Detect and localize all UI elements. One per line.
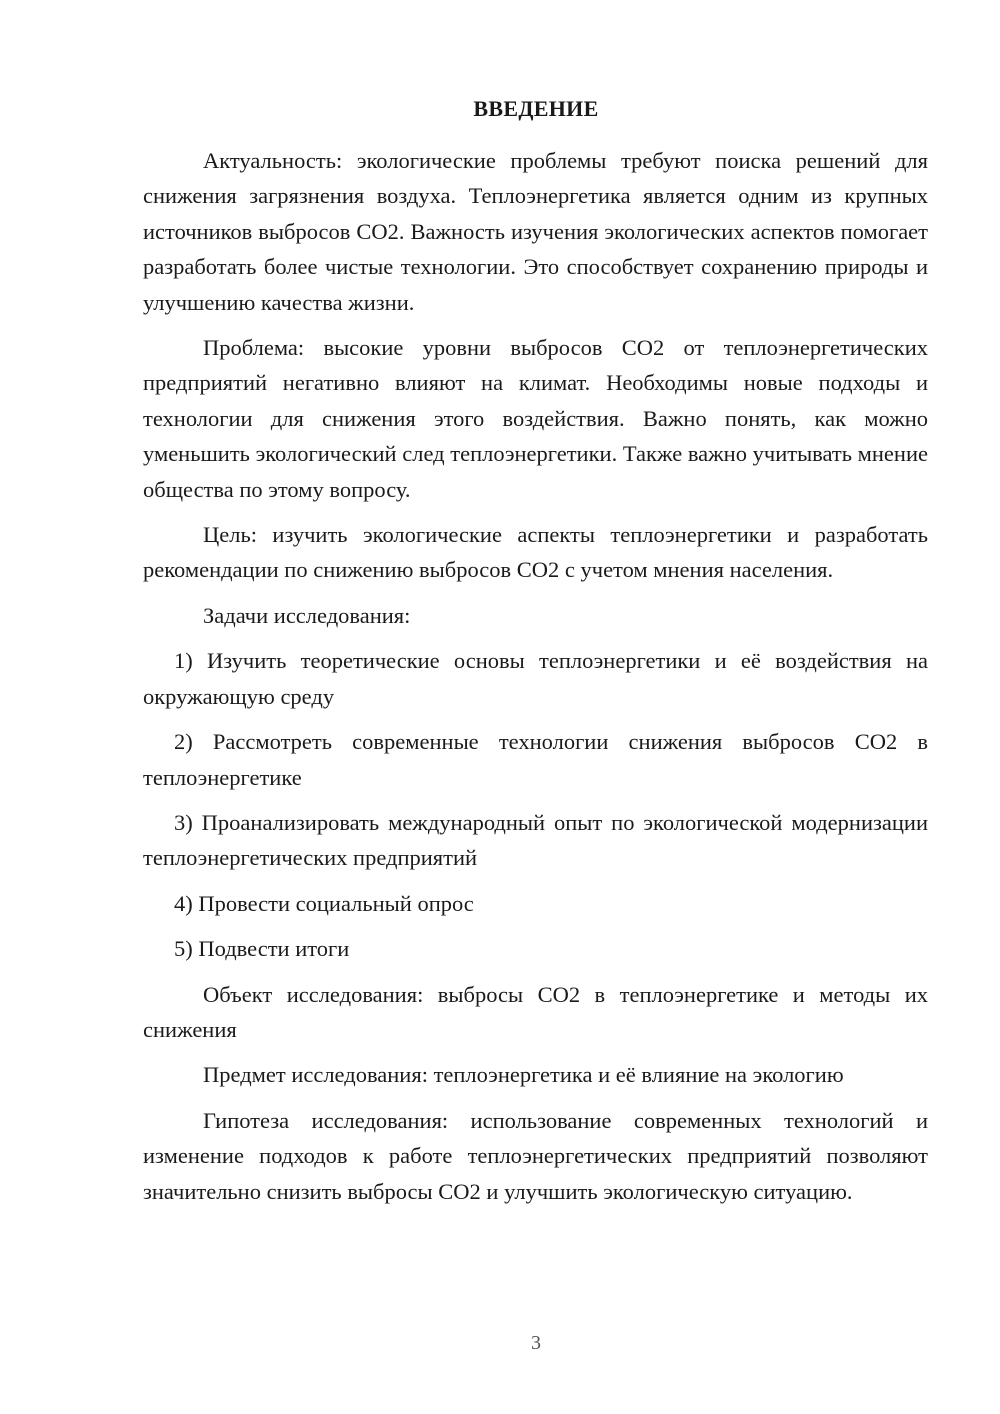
body-text: [143, 143, 928, 1219]
page-number: 3: [531, 1332, 541, 1354]
paragraph-problem: Проблема: высокие уровни выбросов CO2 от теплоэнергетических предприятий негативно влияют на климат. Необходимы новые подходы и технологии для снижения этого воздействия. Важно понять, как можно уменьшить экологический след теплоэнергетики. Также важно учитывать мнение общества по этому вопросу.: [143, 335, 928, 502]
paragraph-subject: Предмет исследования: теплоэнергетика и её влияние на экологию: [203, 1062, 844, 1088]
section-heading: ВВЕДЕНИЕ: [473, 96, 599, 121]
paragraph-goal: Цель: изучить экологические аспекты теплоэнергетики и разработать рекомендации по снижению выбросов CO2 с учетом мнения населения.: [143, 522, 928, 583]
task-item: 2) Рассмотреть современные технологии снижения выбросов CO2 в теплоэнергетике: [143, 729, 928, 790]
tasks-title: Задачи исследования:: [203, 602, 411, 628]
task-item: 4) Провести социальный опрос: [174, 890, 474, 916]
paragraph-hypothesis: Гипотеза исследования: использование современных технологий и изменение подходов к работе теплоэнергетических предприятий позволяют значительно снизить выбросы CO2 и улучшить экологическую ситуацию.: [143, 1107, 928, 1204]
paragraph-object: Объект исследования: выбросы CO2 в теплоэнергетике и методы их снижения: [143, 981, 928, 1042]
task-item: 1) Изучить теоретические основы теплоэнергетики и её воздействия на окружающую среду: [143, 648, 928, 709]
paragraph-relevance: Актуальность: экологические проблемы требуют поиска решений для снижения загрязнения воздуха. Теплоэнергетика является одним из крупных источников выбросов CO2. Важность изучения экологических аспектов помогает разработать более чистые технологии. Это способствует сохранению природы и улучшению качества жизни.: [143, 148, 928, 315]
task-item: 3) Проанализировать международный опыт по экологической модернизации теплоэнергетических предприятий: [143, 809, 928, 871]
task-item: 5) Подвести итоги: [174, 936, 350, 962]
